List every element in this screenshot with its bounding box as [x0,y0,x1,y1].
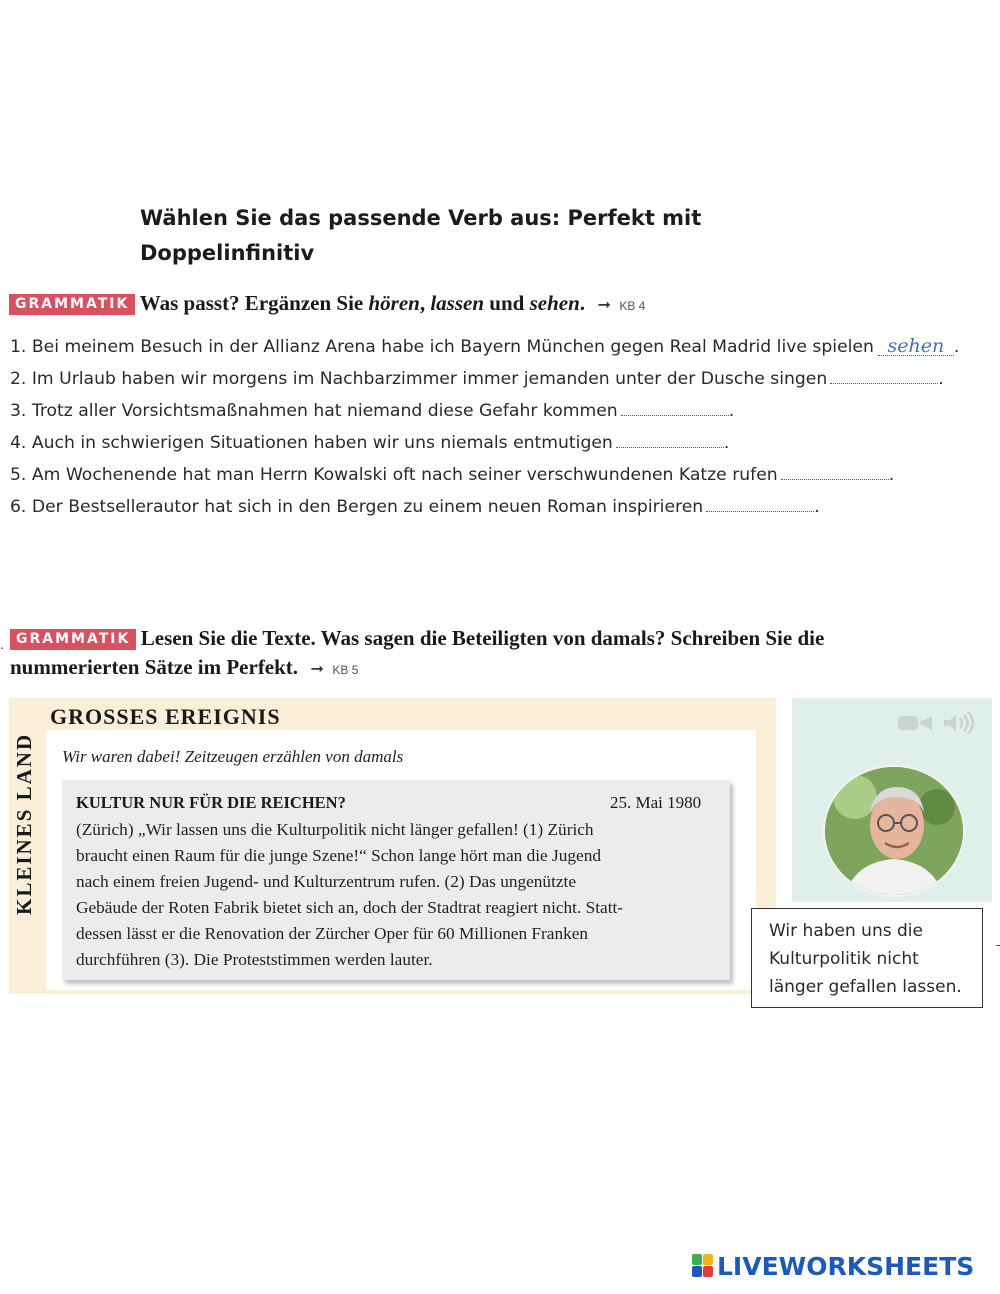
article-line: Gebäude der Roten Fabrik bietet sich an, doch der Stadtrat reagiert nicht. Statt- [76,897,624,917]
article-line: (Zürich) „Wir lassen uns die Kulturpolitik nicht länger gefallen! (1) Zürich [76,820,594,839]
article-body [76,817,724,972]
answer-field[interactable] [830,365,938,384]
kb-reference: KB 4 [619,299,646,313]
answer-field[interactable] [706,493,814,512]
answer-field[interactable] [621,397,729,416]
speech-bubble-answer [751,908,983,1008]
list-item: 5. Am Wochenende hat man Herrn Kowalski oft nach seiner verschwundenen Katze rufen . [10,460,995,492]
answer-field[interactable] [781,461,889,480]
media-controls [896,710,980,736]
exercise2-instruction-line1: Lesen Sie die Texte. Was sagen die Beteiligten von damals? Schreiben Sie die [140,626,825,650]
exercise1-list [10,332,995,524]
box-subtitle: Wir waren dabei! Zeitzeugen erzählen von damals [62,747,404,766]
title-line-2: Doppelinfinitiv [140,241,315,265]
grammatik-tag: GRAMMATIK [10,629,136,650]
speech-line: Wir haben uns die [769,921,923,941]
margin-mark: . [0,636,4,652]
arrow-right-icon: ➞ [597,295,611,314]
video-icon[interactable] [898,716,932,730]
list-item: 2. Im Urlaub haben wir morgens im Nachbarzimmer immer jemanden unter der Dusche singen . [10,364,995,396]
title-line-1: Wählen Sie das passende Verb aus: Perfekt mit [140,206,702,230]
article-date: 25. Mai 1980 [610,793,702,812]
exercise2-header [10,625,990,684]
article-line: braucht einen Raum für die junge Szene!“ Schon lange hört man die Jugend [76,845,601,865]
speech-line: länger gefallen lassen. [769,977,962,997]
list-item: 1. Bei meinem Besuch in der Allianz Arena habe ich Bayern München gegen Real Madrid live spielen sehen . [10,335,960,357]
exercise1-header [9,291,999,316]
speaker-icon[interactable] [944,712,973,734]
worksheet-title [140,201,780,271]
liveworksheets-logo[interactable] [692,1252,974,1281]
list-item: 4. Auch in schwierigen Situationen haben wir uns niemals entmutigen . [10,428,995,460]
margin-dash [996,945,1000,946]
exercise2-instruction-line2: nummerierten Sätze im Perfekt. [10,655,299,679]
answer-field[interactable]: sehen [878,337,954,356]
article-line: nach einem freien Jugend- und Kulturzentrum rufen. (2) Das ungenützte [76,871,577,891]
answer-field[interactable] [616,429,724,448]
box-title: GROSSES EREIGNIS [50,704,281,729]
exercise1-instruction: Was passt? Ergänzen Sie hören, lassen und sehen. [139,291,586,315]
side-label: KLEINES LAND [12,732,36,915]
article-line: durchführen (3). Die Proteststimmen werden lauter. [76,949,433,969]
liveworksheets-logo-icon [692,1254,714,1278]
article-headline: KULTUR NUR FÜR DIE REICHEN? [76,793,346,812]
list-item: 6. Der Bestsellerautor hat sich in den Bergen zu einem neuen Roman inspirieren . [10,492,995,524]
list-item: 3. Trotz aller Vorsichtsmaßnahmen hat niemand diese Gefahr kommen . [10,396,995,428]
kb-reference: KB 5 [332,663,359,677]
article-line: dessen lässt er die Renovation der Zürcher Oper für 60 Millionen Franken [76,923,589,943]
arrow-right-icon: ➞ [310,659,324,678]
grammatik-tag: GRAMMATIK [9,294,135,315]
speech-line: Kulturpolitik nicht [769,949,919,969]
witness-portrait [825,767,963,895]
logo-text: LIVEWORKSHEETS [717,1252,975,1281]
